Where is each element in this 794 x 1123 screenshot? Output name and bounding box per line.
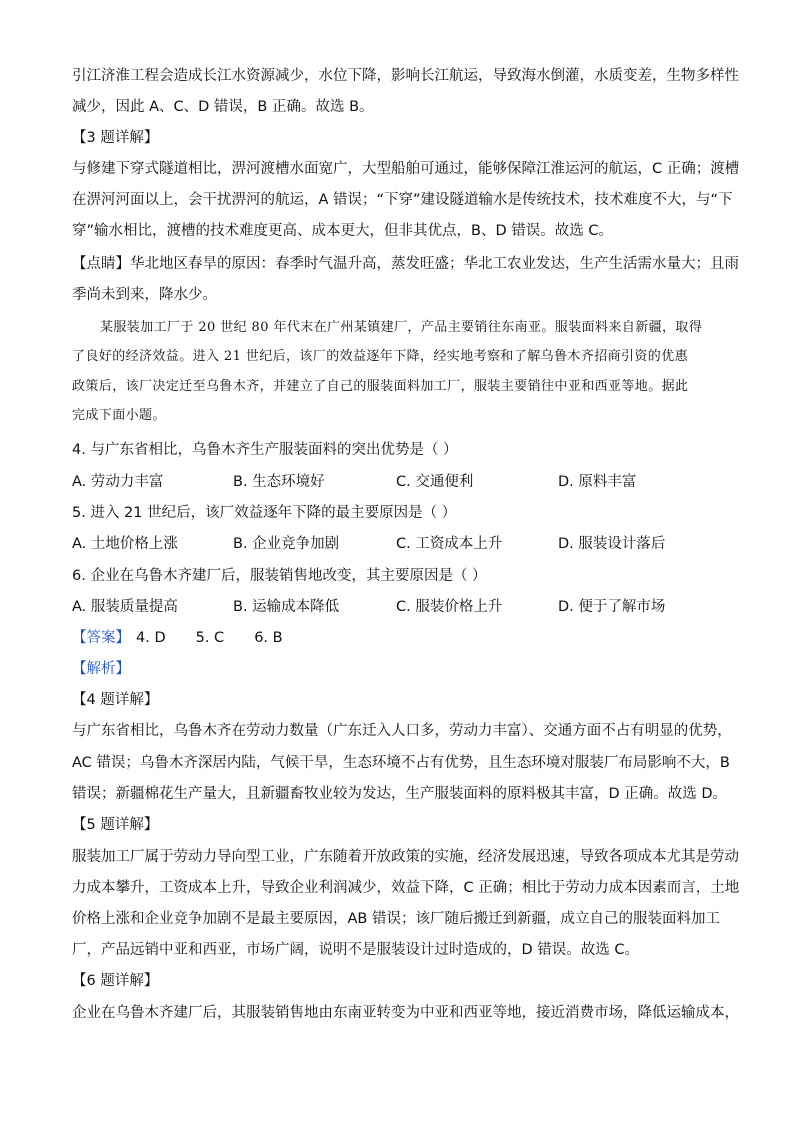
question-4-stem: 4. 与广东省相比，乌鲁木齐生产服装面料的突出优势是（ ） bbox=[72, 442, 458, 458]
detail3-line-2: 在淠河河面以上，会干扰淠河的航运，A 错误；“下穿”建设隧道输水是传统技术，技术难度不大，与“下 bbox=[72, 192, 733, 208]
question-6-stem: 6. 企业在乌鲁木齐建厂后，服装销售地改变，其主要原因是（ ） bbox=[72, 568, 487, 584]
highlight-line-2: 季尚未到来，降水少。 bbox=[72, 287, 217, 303]
question-4-option-d: D. 原料丰富 bbox=[558, 474, 637, 490]
detail5-line-1: 服装加工厂属于劳动力导向型工业，广东随着开放政策的实施，经济发展迅速，导致各项成本尤其是劳动 bbox=[72, 849, 739, 865]
question-5-option-c: C. 工资成本上升 bbox=[396, 536, 503, 552]
passage-line-3: 政策后，该厂决定迁至乌鲁木齐，并建立了自己的服装面料加工厂，服装主要销往中亚和西亚等地。据此 bbox=[72, 379, 689, 394]
detail3-line-3: 穿”输水相比，渡槽的技术难度更高、成本更大，但非其优点，B、D 错误。故选 C。 bbox=[72, 223, 613, 239]
detail5-line-4: 厂，产品远销中亚和西亚，市场广阔，说明不是服装设计过时造成的，D 错误。故选 C。 bbox=[72, 942, 640, 958]
highlight-line-1 bbox=[72, 254, 739, 274]
detail4-heading: 【4 题详解】 bbox=[72, 692, 159, 708]
detail3-heading: 【3 题详解】 bbox=[72, 130, 159, 146]
question-5-option-a: A. 土地价格上涨 bbox=[72, 536, 178, 552]
question-5-option-d: D. 服装设计落后 bbox=[558, 536, 666, 552]
detail5-line-3: 价格上涨和企业竞争加剧不是最主要原因，AB 错误；该厂随后搬迁到新疆，成立自己的服装面料加工 bbox=[72, 911, 720, 927]
detail6-line-1: 企业在乌鲁木齐建厂后，其服装销售地由东南亚转变为中亚和西亚等地，接近消费市场，降低运输成本， bbox=[72, 1005, 739, 1021]
question-6-option-b: B. 运输成本降低 bbox=[233, 599, 340, 615]
question-4-option-a: A. 劳动力丰富 bbox=[72, 474, 164, 490]
question-5-option-b: B. 企业竞争加剧 bbox=[233, 536, 340, 552]
detail4-line-1: 与广东省相比，乌鲁木齐在劳动力数量（广东迁入人口多，劳动力丰富）、交通方面不占有明显的优势， bbox=[72, 723, 732, 739]
answer-label: 【答案】 bbox=[72, 630, 130, 646]
question-6-option-c: C. 服装价格上升 bbox=[396, 599, 503, 615]
question-6-option-a: A. 服装质量提高 bbox=[72, 599, 178, 615]
answer-line bbox=[72, 628, 722, 648]
detail5-line-2: 力成本攀升，工资成本上升，导致企业利润减少，效益下降，C 正确；相比于劳动力成本因素而言，土地 bbox=[72, 880, 740, 896]
question-5-stem: 5. 进入 21 世纪后，该厂效益逐年下降的最主要原因是（ ） bbox=[72, 505, 457, 521]
highlight-label: 【点睛】 bbox=[72, 256, 130, 272]
question-4-option-b: B. 生态环境好 bbox=[233, 474, 325, 490]
answer-value-5: 5. C bbox=[195, 630, 225, 646]
question-4-option-c: C. 交通便利 bbox=[396, 474, 474, 490]
passage-line-2: 了良好的经济效益。进入 21 世纪后，该厂的效益逐年下降，经实地考察和了解乌鲁木齐招商引资的优惠 bbox=[72, 349, 689, 364]
question-6-option-d: D. 便于了解市场 bbox=[558, 599, 666, 615]
prev-explanation-line-1: 引江济淮工程会造成长江水资源减少，水位下降，影响长江航运，导致海水倒灌，水质变差，生物多样性 bbox=[72, 68, 739, 84]
detail4-line-2: AC 错误；乌鲁木齐深居内陆，气候干旱，生态环境不占有优势，且生态环境对服装厂布局影响不大，B bbox=[72, 755, 730, 771]
passage-line-1: 某服装加工厂于 20 世纪 80 年代末在广州某镇建厂，产品主要销往东南亚。服装面料来自新疆，取得 bbox=[100, 320, 703, 335]
answer-value-6: 6. B bbox=[254, 630, 283, 646]
passage-line-4: 完成下面小题。 bbox=[72, 408, 166, 423]
detail6-heading: 【6 题详解】 bbox=[72, 973, 159, 989]
analysis-label: 【解析】 bbox=[72, 661, 130, 677]
answer-value-4: 4. D bbox=[136, 630, 166, 646]
detail4-line-3: 错误；新疆棉花生产量大，且新疆畜牧业较为发达，生产服装面料的原料极其丰富，D 正确。故选 D。 bbox=[72, 786, 728, 802]
detail5-heading: 【5 题详解】 bbox=[72, 817, 159, 833]
highlight-text: 华北地区春旱的原因：春季时气温升高，蒸发旺盛；华北工农业发达，生产生活需水量大；且雨 bbox=[130, 256, 739, 272]
prev-explanation-line-2: 减少，因此 A、C、D 错误，B 正确。故选 B。 bbox=[72, 99, 374, 115]
detail3-line-1: 与修建下穿式隧道相比，淠河渡槽水面宽广，大型船舶可通过，能够保障江淮运河的航运，C 正确；渡槽 bbox=[72, 161, 740, 177]
